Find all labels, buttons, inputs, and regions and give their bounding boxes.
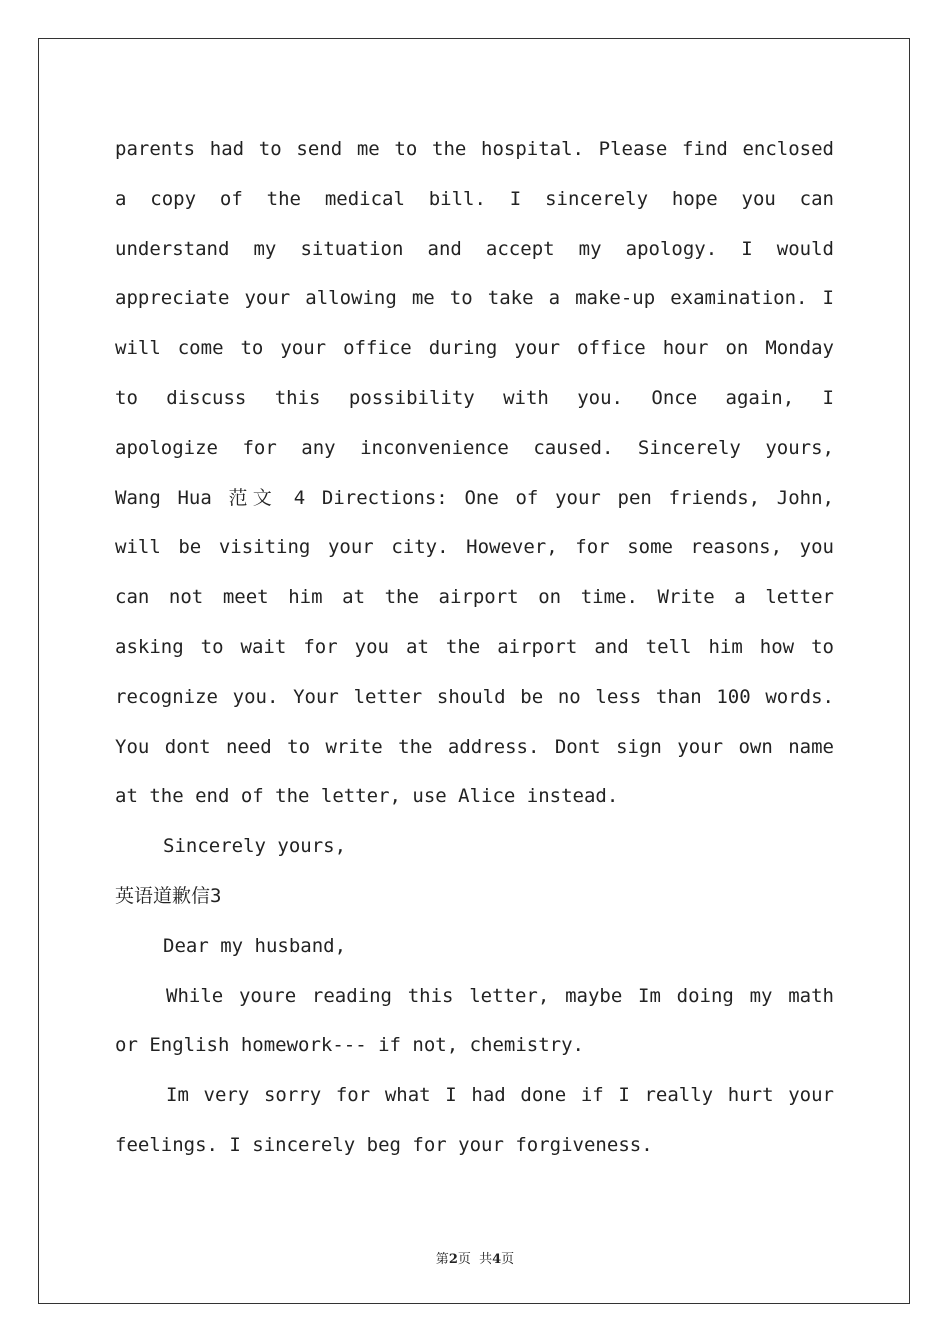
text-line-7: apologize for any inconvenience caused. Sincerely yours,	[115, 436, 834, 459]
page-footer	[0, 1248, 950, 1267]
text-line-9: will be visiting your city. However, for some reasons, you	[115, 536, 834, 559]
text-line-1: parents had to send me to the hospital. Please find enclosed	[115, 138, 834, 160]
footer-prefix: 第	[435, 1252, 449, 1267]
text-line-11: asking to wait for you at the airport and tell him how to	[115, 635, 834, 658]
text-line-2: a copy of the medical bill. I sincerely hope you can	[115, 187, 834, 210]
closing-line: Sincerely yours,	[163, 835, 347, 858]
text-line-5: will come to your office during your office hour on Monday	[115, 337, 834, 360]
paragraph-line-4: feelings. I sincerely beg for your forgiveness.	[115, 1133, 653, 1156]
footer-suffix: 页	[501, 1252, 515, 1267]
footer-total-pages: 4	[492, 1252, 502, 1267]
letter-body	[115, 125, 834, 1171]
paragraph-line-3: Im very sorry for what I had done if I really hurt your	[166, 1084, 834, 1107]
text-line-13: You dont need to write the address. Dont sign your own name	[115, 735, 834, 758]
text-line-10: can not meet him at the airport on time. Write a letter	[115, 586, 834, 609]
paragraph-line-1: While youre reading this letter, maybe Im doing my math	[166, 984, 834, 1007]
text-line-4: appreciate your allowing me to take a make-up examination. I	[115, 287, 834, 310]
text-line-8: Wang Hua 范文 4 Directions: One of your pen friends, John,	[115, 486, 834, 509]
footer-page-number: 2	[448, 1252, 458, 1267]
section-heading: 英语道歉信3	[115, 884, 222, 907]
paragraph-line-2: or English homework--- if not, chemistry.	[115, 1034, 584, 1057]
salutation: Dear my husband,	[163, 934, 347, 957]
text-line-3: understand my situation and accept my apology. I would	[115, 237, 834, 260]
text-line-14: at the end of the letter, use Alice instead.	[115, 785, 619, 808]
text-line-12: recognize you. Your letter should be no less than 100 words.	[115, 685, 834, 708]
footer-middle: 页 共	[457, 1252, 493, 1267]
text-line-6: to discuss this possibility with you. Once again, I	[115, 386, 834, 409]
